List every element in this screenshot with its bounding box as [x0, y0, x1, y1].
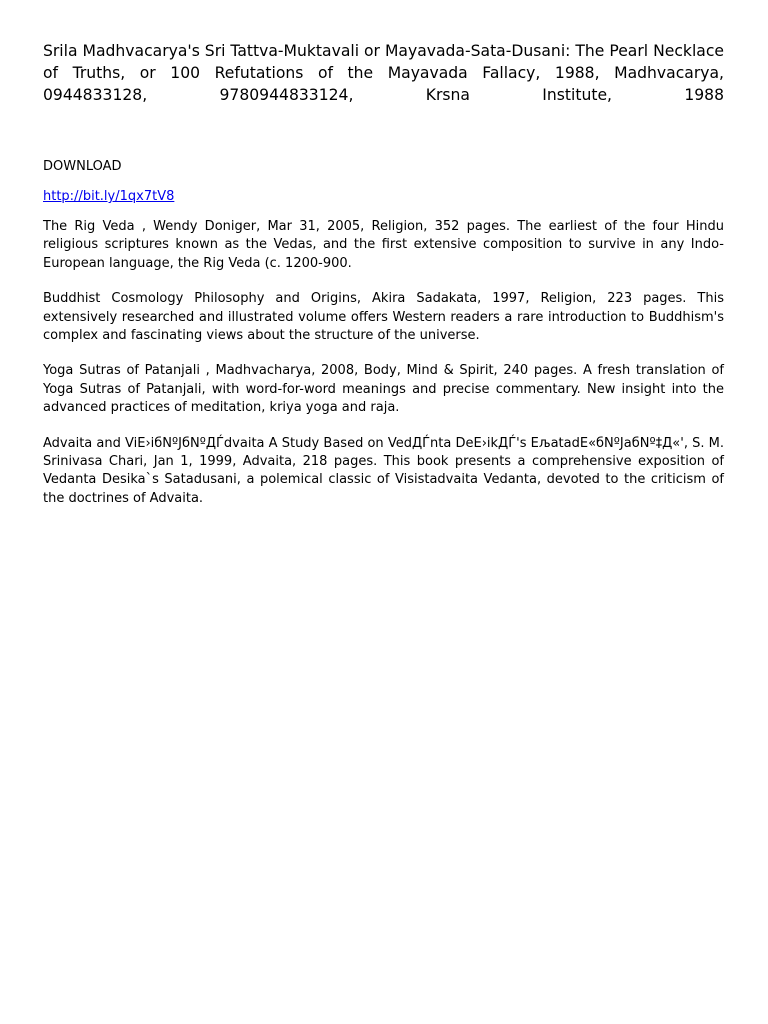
entry-list [43, 218, 724, 508]
document-title: Srila Madhvacarya's Sri Tattva-Muktavali or Mayavada-Sata-Dusani: The Pearl Necklace of Truths, or 100 Refutations of the Mayavada Fallacy, 1988, Madhvacarya, 0944833128, 9780944833124, Krsna Institute, 1988 [43, 42, 724, 104]
entry-paragraph: Advaita and ViЕ›iбNºJбNºДЃdvaita A Study Based on VedДЃnta DeЕ›ikДЃ's ЕљatadЕ«бNºJaбNº‡Д«', S. M. Srinivasa Chari, Jan 1, 1999, Advaita, 218 pages. This book presents a comprehensive exposition of Vedanta Desika`s Satadusani, a polemical classic of Visistadvaita Vedanta, devoted to the criticism of the doctrines of Advaita. [43, 435, 724, 506]
download-label: DOWNLOAD [43, 159, 122, 174]
entry-paragraph: The Rig Veda , Wendy Doniger, Mar 31, 2005, Religion, 352 pages. The earliest of the four Hindu religious scriptures known as the Vedas, and the first extensive composition to survive in any Indo-European language, the Rig Veda (c. 1200-900. [43, 219, 724, 271]
download-link[interactable]: http://bit.ly/1qx7tV8 [43, 189, 175, 204]
document-page [43, 40, 724, 525]
entry-paragraph: Buddhist Cosmology Philosophy and Origins, Akira Sadakata, 1997, Religion, 223 pages. This extensively researched and illustrated volume offers Western readers a rare introduction to Buddhism's complex and fascinating views about the structure of the universe. [43, 291, 724, 344]
entry-paragraph: Yoga Sutras of Patanjali , Madhvacharya, 2008, Body, Mind & Spirit, 240 pages. A fresh translation of Yoga Sutras of Patanjali, with word-for-word meanings and precise commentary. New insight into the advanced practices of meditation, kriya yoga and raja. [43, 363, 724, 416]
